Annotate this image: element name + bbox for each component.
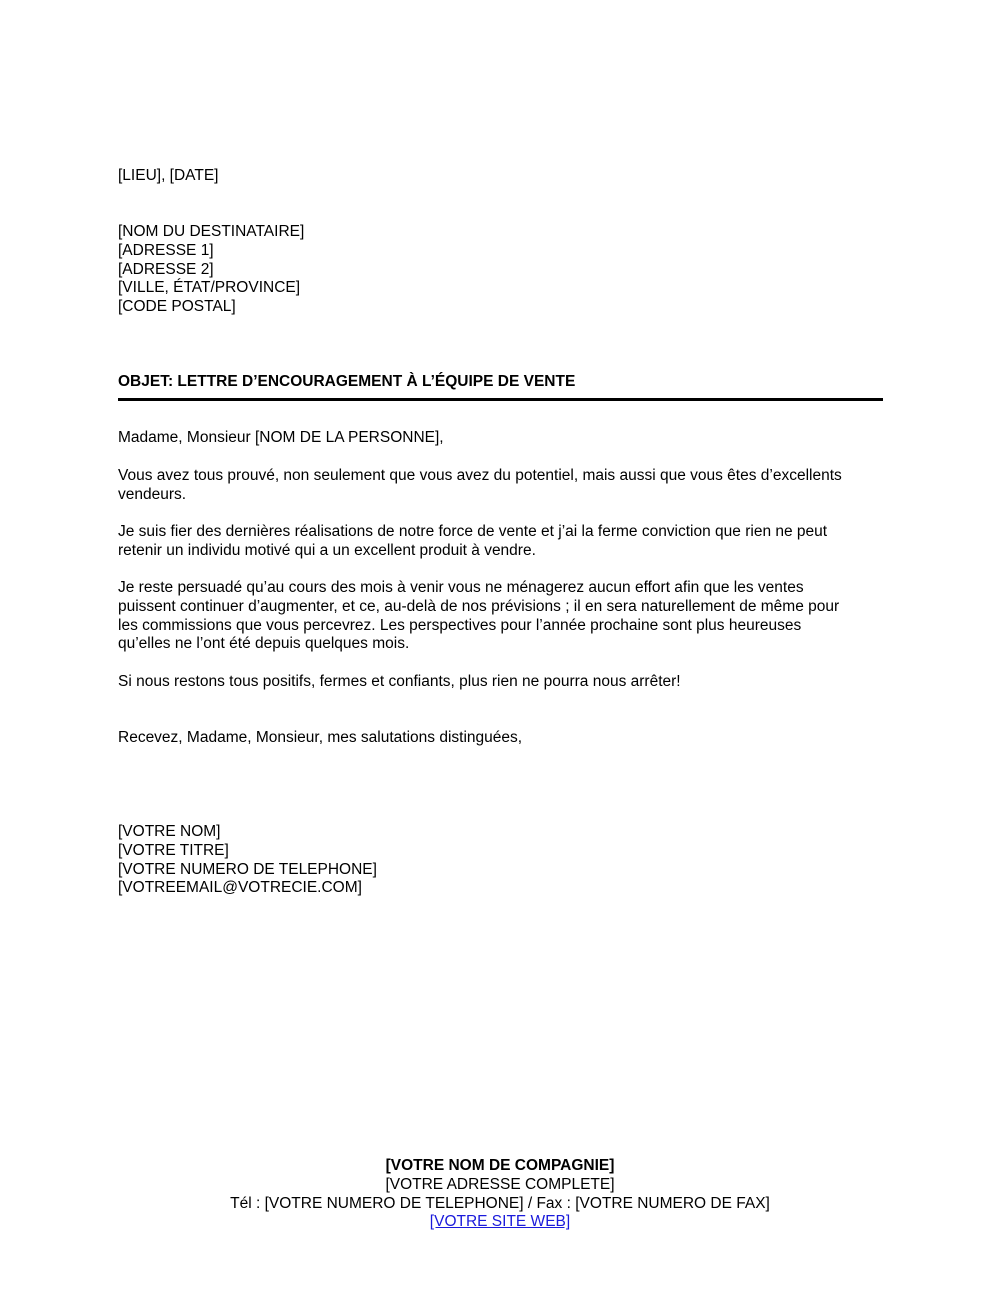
recipient-name: [NOM DU DESTINATAIRE] xyxy=(118,223,305,240)
footer-website-link[interactable]: [VOTRE SITE WEB] xyxy=(429,1213,571,1231)
signature-phone: [VOTRE NUMERO DE TELEPHONE] xyxy=(118,860,377,878)
paragraph-line: Si nous restons tous positifs, fermes et confiants, plus rien ne pourra nous arrêter! xyxy=(118,673,681,690)
paragraph-line: vendeurs. xyxy=(118,485,187,503)
paragraph-line: retenir un individu motivé qui a un excellent produit à vendre. xyxy=(118,541,536,559)
signature-title: [VOTRE TITRE] xyxy=(118,841,229,859)
paragraph-line: qu’elles ne l’ont été depuis quelques mois. xyxy=(118,635,410,653)
paragraph-line: les commissions que vous percevrez. Les perspectives pour l’année prochaine sont plus heureuses xyxy=(118,616,802,634)
closing xyxy=(118,729,884,748)
company-footer xyxy=(0,1157,1000,1232)
place-date xyxy=(118,167,884,186)
body-paragraph-1 xyxy=(118,467,884,505)
signature-block xyxy=(118,823,884,898)
recipient-city-state: [VILLE, ÉTAT/PROVINCE] xyxy=(118,279,301,297)
paragraph-line: Je reste persuadé qu’au cours des mois à venir vous ne ménagerez aucun effort afin que les ventes xyxy=(118,579,804,596)
paragraph-line: Je suis fier des dernières réalisations de notre force de vente et j’ai la ferme conviction que rien ne peut xyxy=(118,523,828,540)
signature-email: [VOTREEMAIL@VOTRECIE.COM] xyxy=(118,879,362,897)
place-date-text: [LIEU], [DATE] xyxy=(118,167,219,184)
recipient-address-2: [ADRESSE 2] xyxy=(118,260,214,278)
closing-text: Recevez, Madame, Monsieur, mes salutations distinguées, xyxy=(118,729,523,746)
footer-contact: Tél : [VOTRE NUMERO DE TELEPHONE] / Fax : [VOTRE NUMERO DE FAX] xyxy=(230,1194,770,1212)
salutation xyxy=(118,429,884,448)
recipient-address-1: [ADRESSE 1] xyxy=(118,241,214,259)
paragraph-line: Vous avez tous prouvé, non seulement que vous avez du potentiel, mais aussi que vous êtes d’excellents xyxy=(118,467,842,484)
subject-text: OBJET: LETTRE D’ENCOURAGEMENT À L’ÉQUIPE DE VENTE xyxy=(118,373,576,390)
footer-company-name: [VOTRE NOM DE COMPAGNIE] xyxy=(385,1157,615,1174)
subject-line xyxy=(118,373,884,392)
footer-address: [VOTRE ADRESSE COMPLETE] xyxy=(385,1175,615,1193)
recipient-postal-code: [CODE POSTAL] xyxy=(118,298,236,316)
paragraph-line: puissent continuer d’augmenter, et ce, au-delà de nos prévisions ; il en sera naturellement de même pour xyxy=(118,597,840,615)
signature-name: [VOTRE NOM] xyxy=(118,823,221,840)
body-paragraph-3 xyxy=(118,579,884,654)
salutation-text: Madame, Monsieur [NOM DE LA PERSONNE], xyxy=(118,429,444,446)
recipient-address-block xyxy=(118,223,884,317)
body-paragraph-4 xyxy=(118,673,884,692)
subject-divider xyxy=(118,398,883,401)
body-paragraph-2 xyxy=(118,523,884,561)
